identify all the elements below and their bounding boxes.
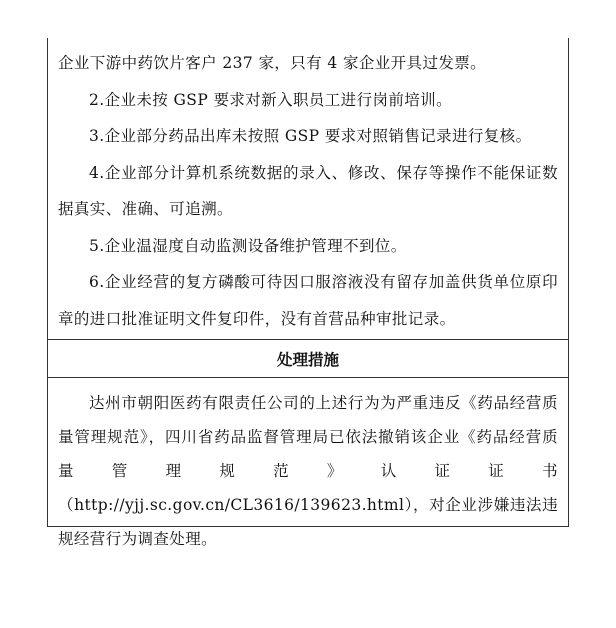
finding-continuation: 企业下游中药饮片客户 237 家，只有 4 家企业开具过发票。 <box>58 54 487 72</box>
finding-item: 6.企业经营的复方磷酸可待因口服溶液没有留存加盖供货单位原印章的进口批准证明文件复印件，没有首营品种审批记录。 <box>58 273 558 328</box>
measures-heading-cell <box>48 340 568 378</box>
finding-item: 2.企业未按 GSP 要求对新入职员工进行岗前培训。 <box>89 90 452 109</box>
measures-text: 达州市朝阳医药有限责任公司的上述行为为严重违反《药品经营质量管理规范》，四川省药品监督管理局已依法撤销该企业《药品经营质量管理规范》认证证书（http://yjj.sc.gov.cn/CL3616/139623.html），对企业涉嫌违法违规经营行为调查处理。 <box>58 394 558 548</box>
findings-cell <box>48 38 568 340</box>
measures-cell <box>48 378 568 548</box>
finding-item: 3.企业部分药品出库未按照 GSP 要求对照销售记录进行复核。 <box>89 127 532 145</box>
finding-item: 5.企业温湿度自动监测设备维护管理不到位。 <box>89 236 407 255</box>
findings-table <box>47 38 569 548</box>
measures-heading: 处理措施 <box>276 350 339 369</box>
finding-item: 4.企业部分计算机系统数据的录入、修改、保存等操作不能保证数据真实、准确、可追溯。 <box>58 163 558 218</box>
